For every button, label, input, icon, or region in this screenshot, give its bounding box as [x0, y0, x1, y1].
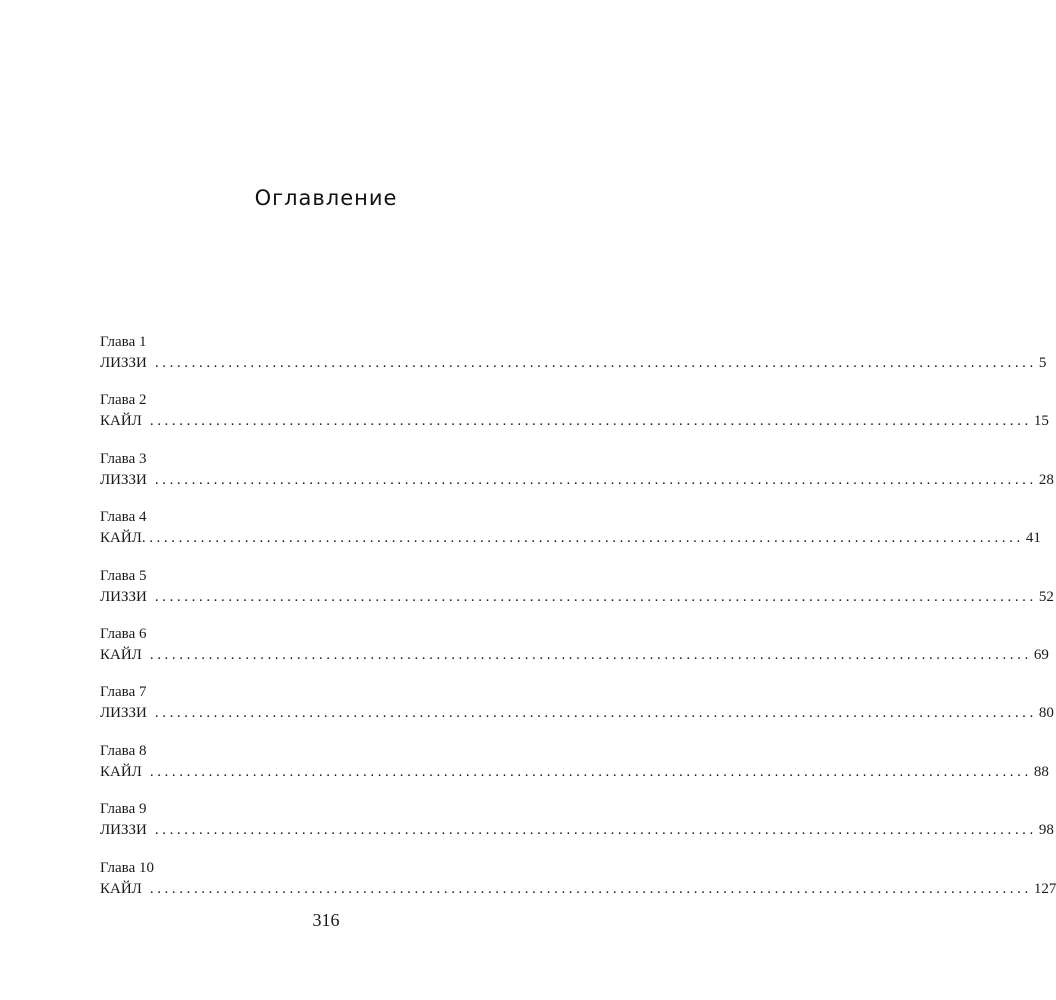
entry-title: КАЙЛ	[100, 530, 142, 547]
toc-entry	[100, 507, 1041, 565]
toc-entry	[100, 741, 1049, 799]
page-number: 69	[1033, 646, 1049, 663]
dot-leader: ........................................................................................................................	[154, 355, 1037, 371]
entry-title: ЛИЗЗИ	[100, 588, 147, 605]
page-number: 88	[1033, 763, 1049, 780]
chapter-label: Глава 5	[100, 567, 147, 584]
dot-leader: ........................................................................................................................	[149, 763, 1032, 780]
page-number: 80	[1038, 705, 1054, 722]
toc-line	[100, 586, 1054, 608]
toc-line	[100, 761, 1049, 783]
entry-title: КАЙЛ	[100, 413, 142, 430]
dot-leader: ........................................................................................................................	[149, 880, 1032, 897]
table-of-contents	[100, 332, 1056, 916]
page-number: 127	[1033, 880, 1056, 897]
dot-leader: ........................................................................................................................	[154, 588, 1037, 605]
toc-entry	[100, 390, 1049, 448]
dot-leader: ........................................................................................................................	[141, 530, 1024, 547]
page-title: Оглавление	[254, 186, 398, 210]
chapter-label: Глава 1	[100, 334, 147, 350]
toc-entry	[100, 624, 1049, 682]
entry-title: ЛИЗЗИ	[100, 471, 147, 488]
dot-leader: ........................................................................................................................	[149, 646, 1032, 663]
page-number: 5	[1038, 355, 1047, 371]
toc-line	[100, 410, 1049, 432]
dot-leader: ........................................................................................................................	[149, 413, 1032, 430]
entry-title: ЛИЗЗИ	[100, 355, 147, 371]
dot-leader: ........................................................................................................................	[154, 471, 1037, 488]
page-number: 41	[1025, 530, 1041, 547]
chapter-label: Глава 4	[100, 509, 147, 526]
toc-entry	[100, 682, 1054, 740]
page-number: 28	[1038, 471, 1054, 488]
page-number: 52	[1038, 588, 1054, 605]
chapter-label: Глава 6	[100, 625, 147, 642]
toc-entry	[100, 332, 1047, 390]
toc-entry	[100, 858, 1056, 916]
chapter-label: Глава 2	[100, 392, 147, 409]
toc-line	[100, 819, 1054, 841]
entry-title: КАЙЛ	[100, 646, 142, 663]
entry-title: КАЙЛ	[100, 763, 142, 780]
toc-line	[100, 644, 1049, 666]
entry-title: ЛИЗЗИ	[100, 705, 147, 722]
page-number: 98	[1038, 822, 1054, 839]
entry-title: ЛИЗЗИ	[100, 822, 147, 839]
chapter-label: Глава 7	[100, 684, 147, 701]
toc-line	[100, 527, 1041, 549]
toc-entry	[100, 566, 1054, 624]
chapter-label: Глава 9	[100, 801, 147, 818]
toc-entry	[100, 799, 1054, 857]
chapter-label: Глава 8	[100, 742, 147, 759]
toc-line	[100, 469, 1054, 491]
chapter-label: Глава 3	[100, 450, 147, 467]
toc-line	[100, 352, 1047, 374]
toc-line	[100, 878, 1056, 900]
page-number: 15	[1033, 413, 1049, 430]
dot-leader: ........................................................................................................................	[154, 822, 1037, 839]
entry-title: КАЙЛ	[100, 880, 142, 897]
dot-leader: ........................................................................................................................	[154, 705, 1037, 722]
toc-entry	[100, 449, 1054, 507]
page-folio-number: 316	[312, 910, 340, 930]
chapter-label: Глава 10	[100, 859, 154, 876]
toc-line	[100, 702, 1054, 724]
